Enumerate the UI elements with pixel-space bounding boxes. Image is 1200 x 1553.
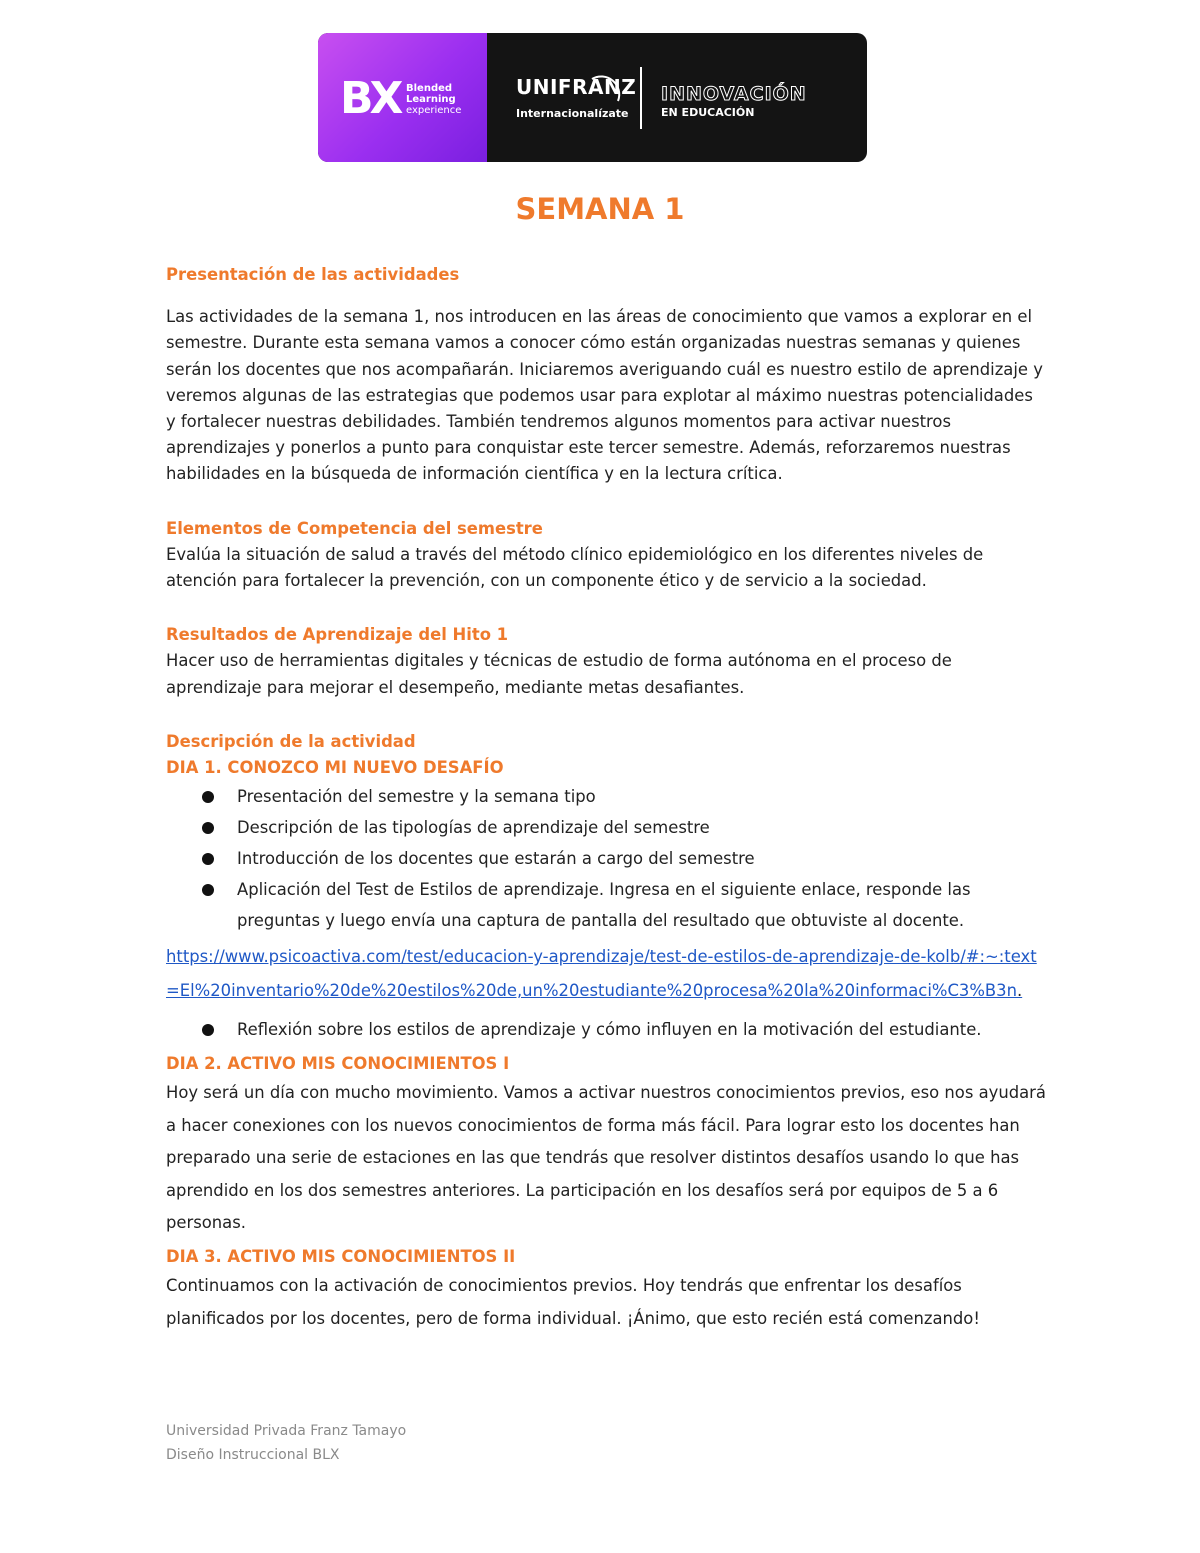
innovacion-logo: [661, 83, 807, 119]
list-item-text: Introducción de los docentes que estarán a cargo del semestre: [237, 849, 755, 869]
document-body: [166, 262, 1046, 1335]
page-footer: [166, 1419, 406, 1467]
blx-logo: BX: [340, 73, 400, 124]
footer-department: Diseño Instruccional BLX: [166, 1447, 340, 1463]
list-item-text: Descripción de las tipologías de aprendizaje del semestre: [237, 818, 710, 838]
blx-line-3: experience: [406, 105, 462, 116]
footer-university: Universidad Privada Franz Tamayo: [166, 1423, 407, 1439]
dia1-heading: DIA 1. CONOZCO MI NUEVO DESAFÍO: [166, 758, 504, 778]
presentation-body: Las actividades de la semana 1, nos introducen en las áreas de conocimiento que vamos a explorar en el semestre. Durante esta semana vamos a conocer cómo están organizadas nuestras semanas y quienes serán los docentes que nos acompañarán. Iniciaremos averiguando cuál es nuestro estilo de aprendizaje y veremos algunas de las estrategias que podemos usar para explotar al máximo nuestras potencialidades y fortalecer nuestras debilidades. También tendremos algunos momentos para activar nuestros aprendizajes y ponerlos a punto para conquistar este tercer semestre. Además, reforzaremos nuestras habilidades en la búsqueda de información científica y en la lectura crítica.: [166, 307, 1043, 484]
blx-line-1: Blended: [406, 83, 453, 94]
unifranz-arc-icon: [588, 71, 628, 111]
list-item-text: Reflexión sobre los estilos de aprendizaje y cómo influyen en la motivación del estudiante.: [237, 1020, 982, 1040]
resultados-heading: Resultados de Aprendizaje del Hito 1: [166, 625, 509, 645]
test-link[interactable]: https://www.psicoactiva.com/test/educacion-y-aprendizaje/test-de-estilos-de-aprendizaje-de-kolb/#:~:text=El%20inventario%20de%20estilos%20de,un%20estudiante%20procesa%20la%20informaci%C3%B3n: [166, 947, 1037, 1001]
innovacion-subtitle: EN EDUCACIÓN: [661, 106, 755, 119]
innovacion-title: INNOVACIÓN: [661, 83, 807, 105]
dia2-body: Hoy será un día con mucho movimiento. Vamos a activar nuestros conocimientos previos, eso nos ayudará a hacer conexiones con los nuevos conocimientos de forma más fácil. Para lograr esto los docentes han preparado una serie de estaciones en las que tendrás que resolver distintos desafíos usando lo que has aprendido en los dos semestres anteriores. La participación en los desafíos será por equipos de 5 a 6 personas.: [166, 1083, 1046, 1233]
test-link-paragraph: [166, 940, 1046, 1008]
bullet-icon: [202, 791, 214, 803]
bullet-icon: [202, 853, 214, 865]
list-item: [166, 874, 1046, 936]
list-item-text: Aplicación del Test de Estilos de aprendizaje. Ingresa en el siguiente enlace, responde las preguntas y luego envía una captura de pantalla del resultado que obtuviste al docente.: [237, 880, 971, 931]
bullet-icon: [202, 822, 214, 834]
list-item-text: Presentación del semestre y la semana tipo: [237, 787, 596, 807]
bullet-icon: [202, 884, 214, 896]
blx-line-2: Learning: [406, 94, 456, 105]
link-period: .: [1016, 981, 1023, 1001]
page-title: SEMANA 1: [515, 192, 685, 226]
blx-logo-text: [406, 83, 461, 116]
list-item: [166, 1014, 1046, 1045]
dia1-list: [166, 781, 1046, 936]
unifranz-name: UNIFRANZ: [516, 75, 637, 99]
dia3-heading: DIA 3. ACTIVO MIS CONOCIMIENTOS II: [166, 1246, 516, 1266]
descripcion-heading: Descripción de la actividad: [166, 731, 416, 751]
header-banner: [318, 33, 867, 162]
unifranz-tagline: Internacionalízate: [516, 107, 629, 120]
logo-divider: [640, 67, 642, 129]
bullet-icon: [202, 1024, 214, 1036]
dia3-body: Continuamos con la activación de conocimientos previos. Hoy tendrás que enfrentar los desafíos planificados por los docentes, pero de forma individual. ¡Ánimo, que esto recién está comenzando!: [166, 1276, 980, 1328]
list-item: [166, 843, 1046, 874]
list-item: [166, 812, 1046, 843]
presentation-heading: Presentación de las actividades: [166, 265, 460, 284]
competencia-heading: Elementos de Competencia del semestre: [166, 518, 543, 538]
resultados-body: Hacer uso de herramientas digitales y técnicas de estudio de forma autónoma en el proceso de aprendizaje para mejorar el desempeño, mediante metas desafiantes.: [166, 651, 952, 697]
dia2-heading: DIA 2. ACTIVO MIS CONOCIMIENTOS I: [166, 1054, 510, 1074]
dia1-list-after: [166, 1014, 1046, 1045]
competencia-body: Evalúa la situación de salud a través del método clínico epidemiológico en los diferentes niveles de atención para fortalecer la prevención, con un componente ético y de servicio a la sociedad.: [166, 544, 984, 591]
blx-logo-panel: [318, 33, 487, 162]
list-item: [166, 781, 1046, 812]
